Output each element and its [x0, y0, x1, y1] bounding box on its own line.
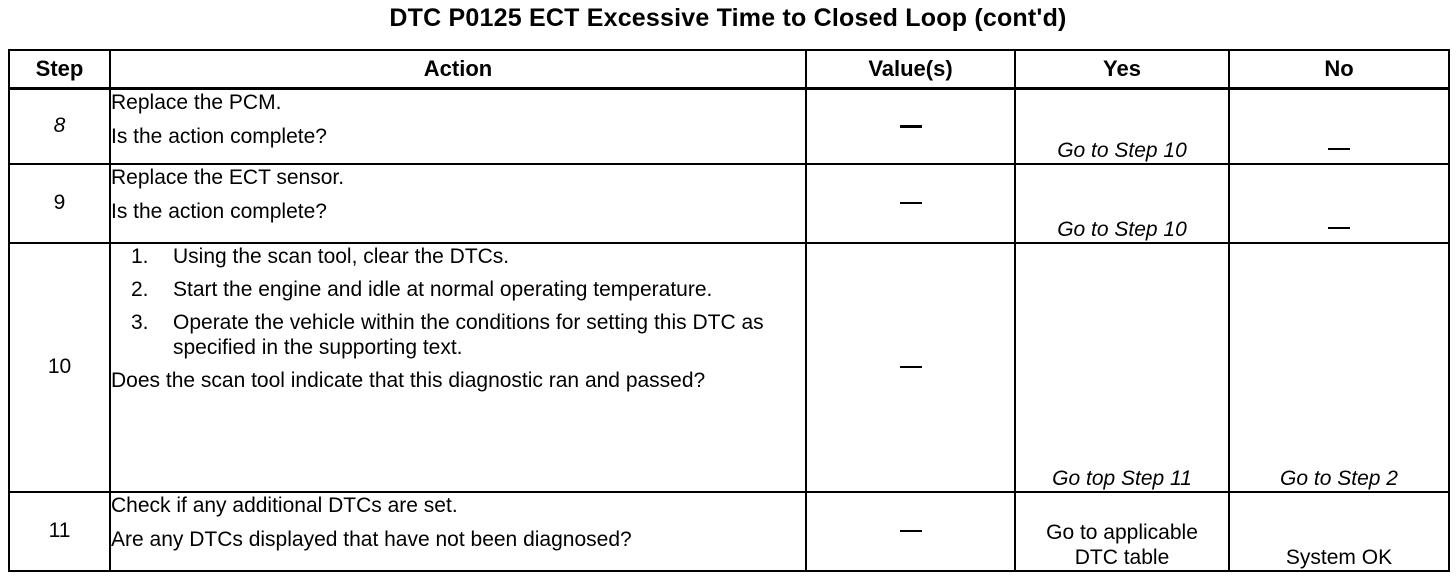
value-cell — [806, 89, 1015, 164]
yes-cell — [1015, 492, 1229, 571]
yes-target-line-2: DTC table — [1074, 545, 1170, 569]
yes-cell — [1015, 243, 1229, 492]
action-question: Is the action complete? — [111, 125, 327, 148]
no-target: System OK — [1285, 545, 1393, 569]
yes-target: Go to Step 10 — [1057, 138, 1187, 162]
action-cell — [110, 164, 806, 243]
list-item — [111, 277, 805, 302]
list-item-number: 1. — [131, 244, 149, 268]
list-item-number: 2. — [131, 277, 149, 301]
value-dash — [900, 202, 922, 204]
column-header-no: No — [1229, 50, 1449, 89]
list-item-text: Operate the vehicle within the conditions for setting this DTC as specified in the supporting text. — [173, 310, 764, 359]
list-item — [111, 244, 805, 269]
value-dash — [900, 366, 922, 368]
action-steps-list — [111, 244, 805, 360]
value-dash — [900, 125, 922, 128]
no-cell — [1229, 89, 1449, 164]
list-item-text: Start the engine and idle at normal operating temperature. — [173, 277, 713, 301]
value-cell — [806, 164, 1015, 243]
step-number: 8 — [9, 89, 110, 164]
yes-cell — [1015, 89, 1229, 164]
no-cell — [1229, 164, 1449, 243]
list-item-text: Using the scan tool, clear the DTCs. — [173, 244, 510, 268]
column-header-action: Action — [110, 50, 806, 89]
action-question: Does the scan tool indicate that this diagnostic ran and passed? — [111, 368, 706, 392]
table-row-step-8 — [9, 89, 1449, 164]
no-cell — [1229, 492, 1449, 571]
table-row-step-11 — [9, 492, 1449, 571]
column-header-yes: Yes — [1015, 50, 1229, 89]
diagnostic-table — [8, 49, 1450, 572]
action-question: Is the action complete? — [111, 199, 327, 223]
column-header-step: Step — [9, 50, 110, 89]
action-cell — [110, 243, 806, 492]
action-question: Are any DTCs displayed that have not been diagnosed? — [111, 527, 632, 551]
yes-target-line-1: Go to applicable — [1046, 520, 1198, 544]
action-text: Replace the PCM. — [111, 91, 282, 114]
table-row-step-9 — [9, 164, 1449, 243]
value-cell — [806, 492, 1015, 571]
no-dash — [1328, 148, 1350, 150]
table-row-step-10 — [9, 243, 1449, 492]
yes-cell — [1015, 164, 1229, 243]
yes-target: Go top Step 11 — [1052, 466, 1192, 490]
yes-target: Go to Step 10 — [1057, 217, 1187, 241]
action-cell — [110, 492, 806, 571]
page-title: DTC P0125 ECT Excessive Time to Closed Loop (cont'd) — [389, 4, 1067, 32]
no-dash — [1328, 227, 1350, 229]
no-target: Go to Step 2 — [1280, 466, 1398, 490]
list-item — [111, 310, 805, 360]
value-dash — [900, 530, 922, 532]
action-text: Replace the ECT sensor. — [111, 165, 345, 189]
step-number: 11 — [9, 492, 110, 571]
step-number: 9 — [9, 164, 110, 243]
column-header-values: Value(s) — [806, 50, 1015, 89]
value-cell — [806, 243, 1015, 492]
no-cell — [1229, 243, 1449, 492]
action-cell — [110, 89, 806, 164]
list-item-number: 3. — [131, 310, 149, 334]
step-number: 10 — [9, 243, 110, 492]
action-text: Check if any additional DTCs are set. — [111, 493, 458, 517]
table-header-row — [9, 50, 1449, 89]
